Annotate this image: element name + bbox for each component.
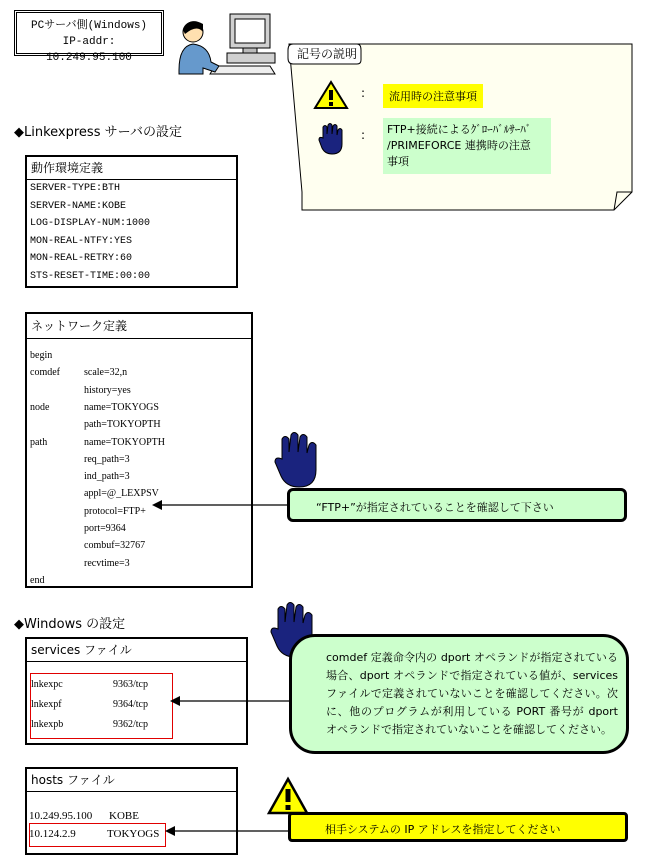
services-row [31, 715, 171, 735]
network-operand: name=TOKYOPTH [84, 436, 166, 448]
warning-icon [313, 80, 349, 110]
env-line: SERVER-TYPE:BTH [30, 183, 121, 194]
hosts-row [29, 807, 229, 825]
legend-hand-text-line1: FTP+接続によるｸﾞﾛｰﾊﾞﾙｻｰﾊﾞ [387, 123, 532, 136]
network-operand: appl=@_LEXPSV [84, 488, 159, 500]
service-name: lnkexpc [31, 679, 63, 690]
legend-colon-1: : [361, 86, 366, 100]
network-keyword: end [30, 574, 45, 586]
hand-stop-icon [272, 430, 324, 490]
network-keyword: begin [30, 350, 53, 361]
network-operand: name=TOKYOGS [84, 401, 159, 413]
host-name: TOKYOGS [107, 828, 160, 840]
env-line: MON-REAL-RETRY:60 [30, 253, 133, 264]
services-row [31, 695, 171, 715]
network-operand: recvtime=3 [84, 557, 130, 569]
hosts-callout [288, 812, 628, 842]
services-callout-arrow [168, 694, 298, 708]
network-operand: path=TOKYOPTH [84, 419, 161, 431]
ftp-callout-arrow [150, 498, 295, 512]
network-operand: history=yes [84, 384, 131, 396]
legend-note [287, 42, 647, 212]
hosts-callout-arrow [163, 824, 298, 838]
env-line: SERVER-NAME:KOBE [30, 200, 127, 212]
hand-stop-icon [317, 122, 347, 156]
env-line: LOG-DISPLAY-NUM:1000 [30, 218, 151, 229]
legend-hand-text [383, 118, 551, 174]
ftp-callout [287, 488, 627, 522]
linkexpress-heading: ◆Linkexpress サーバの設定 [14, 125, 182, 140]
pc-server-title: PCサーバ側(Windows) [30, 20, 148, 32]
legend-hand-text-line3: 事項 [387, 155, 409, 168]
services-callout-text: comdef 定義命令内の dport オペランドが指定されている場合、dport オペランドで指定されている値が、services ファイルで定義されていないことを確認してください。次に、他のプログラムが利用している PORT 番号が dport オペランドで指定されていないことを確認してください。 [326, 651, 618, 736]
network-keyword: node [30, 401, 50, 413]
services-callout [289, 634, 629, 754]
service-port: 9362/tcp [113, 719, 148, 730]
env-definition-box [25, 155, 238, 288]
services-row [31, 675, 171, 695]
network-operand: combuf=32767 [84, 540, 146, 552]
ftp-callout-text: “FTP+”が指定されていることを確認して下さい [316, 501, 554, 514]
legend-warning-text: 流用時の注意事項 [383, 84, 483, 108]
host-name: KOBE [109, 810, 139, 822]
pc-server-box [14, 10, 164, 64]
warning-icon [266, 776, 310, 816]
host-ip: 10.249.95.100 [29, 810, 93, 822]
env-line: STS-RESET-TIME:00:00 [30, 270, 151, 282]
services-rows [31, 675, 171, 735]
service-name: lnkexpb [31, 719, 64, 730]
pc-server-ip: IP-addr: 10.249.95.100 [46, 36, 132, 64]
person-at-computer-icon [175, 10, 285, 78]
services-file-title: services ファイル [27, 639, 246, 662]
network-operand: protocol=FTP+ [84, 505, 146, 517]
network-keyword: comdef [30, 367, 60, 379]
host-ip: 10.124.2.9 [29, 828, 76, 840]
service-name: lnkexpf [31, 699, 62, 710]
windows-heading: ◆Windows の設定 [14, 617, 126, 632]
network-operand: scale=32,n [84, 367, 128, 379]
network-operand: port=9364 [84, 523, 126, 534]
network-keyword: path [30, 436, 48, 448]
service-port: 9363/tcp [113, 679, 148, 690]
hosts-callout-text: 相手システムの IP アドレスを指定してください [325, 823, 561, 836]
legend-colon-2: : [361, 128, 366, 142]
legend-title: 記号の説明 [297, 47, 358, 61]
hosts-file-box [25, 767, 238, 855]
legend-hand-text-line2: /PRIMEFORCE 連携時の注意 [387, 139, 531, 152]
env-line: MON-REAL-NTFY:YES [30, 235, 133, 247]
network-operand: req_path=3 [84, 453, 130, 465]
env-definition-title: 動作環境定義 [27, 157, 236, 180]
network-operand: ind_path=3 [84, 471, 130, 483]
network-definition-box [25, 312, 253, 588]
env-definition-lines [27, 180, 236, 285]
network-definition-title: ネットワーク定義 [27, 314, 251, 339]
service-port: 9364/tcp [113, 699, 148, 710]
services-file-box [25, 637, 248, 745]
hosts-file-title: hosts ファイル [27, 769, 236, 792]
